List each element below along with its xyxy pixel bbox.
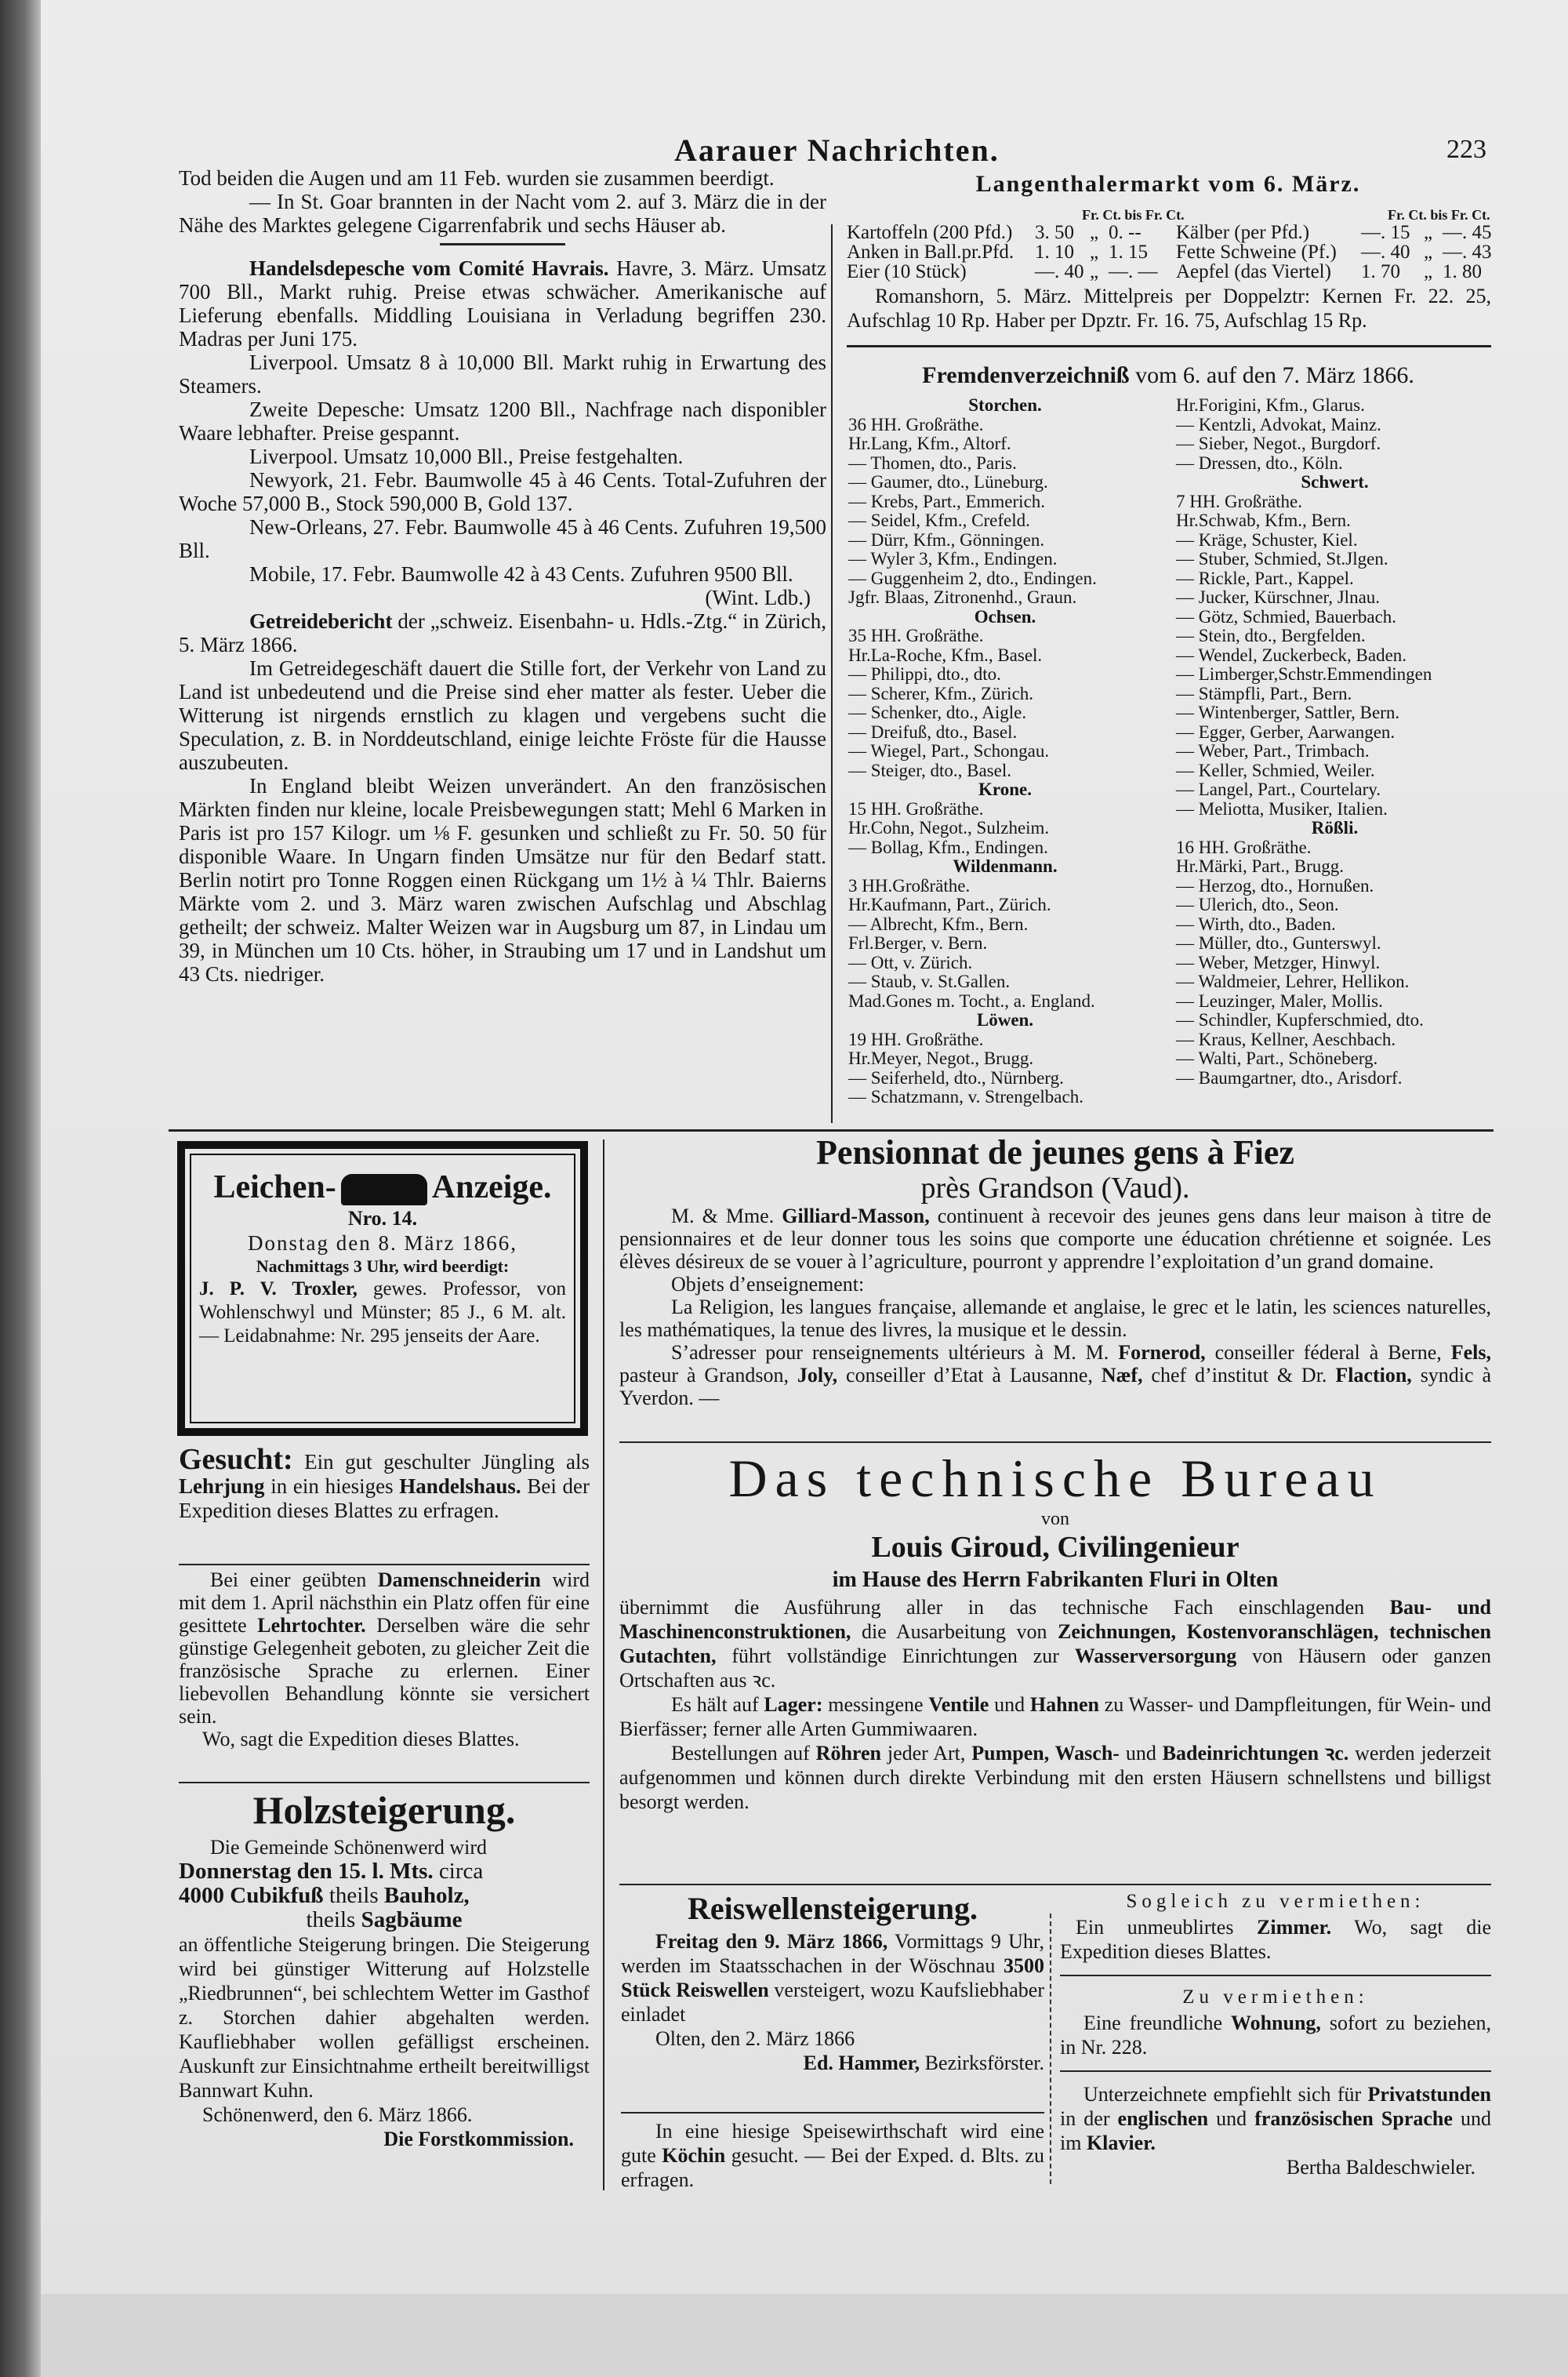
guest-entry: — Weber, Part., Trimbach.: [1176, 741, 1370, 761]
guest-entry: — Schatzmann, v. Strengelbach.: [848, 1087, 1083, 1107]
market-ditto: „: [1090, 242, 1099, 263]
guest-entry: — Steiger, dto., Basel.: [848, 760, 1011, 780]
guest-entry: — Egger, Gerber, Aarwangen.: [1176, 721, 1396, 742]
pensionnat-subjects: La Religion, les langues française, allemande et anglaise, le grec et le latin, les sciences naturelles, les mathématiques, la tenue des livres, la musique et le dessin.: [619, 1296, 1491, 1341]
bold-text: Hahnen: [1029, 1693, 1099, 1716]
report-newyork: Newyork, 21. Febr. Baumwolle 45 à 46 Cents. Total-Zufuhren der Woche 57,000 B., Stock 590,000 B, Gold 137.: [179, 468, 826, 515]
text: Ein unmeublirtes: [1076, 1916, 1258, 1939]
guest-entry: — Wyler 3, Kfm., Endingen.: [848, 549, 1058, 569]
getreidebericht-heading: [179, 609, 826, 656]
text: Es hält auf: [671, 1693, 764, 1716]
bold-text: Handelsdepesche vom Comité Havrais.: [249, 256, 609, 280]
bold-text: Röhren: [815, 1742, 881, 1765]
wood-auction-line: Die Gemeinde Schönenwerd wird: [210, 1836, 488, 1859]
guest-entry: — Dressen, dto., Köln.: [1176, 453, 1343, 473]
cook-wanted-ad: [621, 2119, 1044, 2192]
source-note: (Wint. Ldb.): [705, 586, 811, 609]
guest-entry: — Langel, Part., Courtelary.: [1176, 780, 1381, 799]
wanted-apprentice-ad: [179, 1443, 590, 1523]
getreide-paragraph: In England bleibt Weizen unverändert. An den französischen Märkten finden nur kleine, locale Preisbewegungen statt; Mehl 6 Marken in Paris ist pro 157 Kilogr. um ⅛ F. gesunken und schließt zu Fr. 50. 50 für disponible Waare. In Ungarn finden Umsätze nur für den Bedarf statt. Berlin notirt pro Tonne Roggen einen Rückgang um 1½ à ¼ Thlr. Baierns Märkte vom 2. und 3. März waren zwischen Aufschlag und Abschlag getheilt; der schweiz. Malter Weizen war in Augsburg um 87, in Lindau um 39, in München um 10 Cts. höher, in Straubing um 17 und in Landshut um 43 Cts. niedriger.: [179, 774, 826, 986]
text: theils: [306, 1907, 361, 1932]
dressmaker-contact: Wo, sagt die Expedition dieses Blattes.: [202, 1728, 520, 1750]
guest-entry: — Kraus, Kellner, Aeschbach.: [1176, 1029, 1396, 1049]
market-price-from: 3. 50: [1035, 222, 1074, 243]
bold-text: Joly,: [797, 1364, 838, 1387]
deceased-details: [199, 1278, 566, 1348]
pensionnat-subjects-label: Objets d’enseignement:: [671, 1273, 865, 1296]
bold-text: 4000 Cubikfuß: [179, 1883, 324, 1908]
market-item: Anken in Ball.pr.Pfd.: [847, 242, 1014, 263]
bold-text: Ventile: [928, 1693, 989, 1716]
text: und: [989, 1693, 1030, 1716]
guest-entry: — Ott, v. Zürich.: [848, 952, 973, 972]
news-column-left: [179, 166, 826, 986]
hotel-heading: Krone.: [978, 780, 1032, 799]
market-ditto: „: [1424, 242, 1433, 263]
report-mobile-text: Mobile, 17. Febr. Baumwolle 42 à 43 Cents. Zufuhren 9500 Bll.: [249, 562, 793, 586]
guest-entry: Hr.Meyer, Negot., Brugg.: [848, 1049, 1034, 1068]
guest-entry: — Kentzli, Advokat, Mainz.: [1176, 414, 1381, 434]
text: übernimmt die Ausführung aller in das technische Fach einschlagenden: [619, 1596, 1390, 1619]
guest-entry: — Jucker, Kürschner, Jlnau.: [1176, 587, 1381, 607]
market-row: [847, 242, 1497, 262]
guest-entry: — Stein, dto., Bergfelden.: [1176, 626, 1366, 645]
guest-entry: — Keller, Schmied, Weiler.: [1176, 760, 1375, 780]
hotel-heading: Rößli.: [1311, 818, 1359, 838]
bold-text: Getreidebericht: [249, 609, 393, 633]
market-ditto: „: [1424, 261, 1433, 282]
guest-entry: Jgfr. Blaas, Zitronenhd., Graun.: [848, 587, 1077, 607]
romanshorn-report: [847, 284, 1491, 333]
text: jeder Art,: [880, 1742, 972, 1765]
burial-time: Nachmittags 3 Uhr, wird beerdigt:: [256, 1256, 510, 1276]
market-row: [847, 262, 1497, 282]
market-table: [847, 205, 1497, 282]
bold-text: französischen Sprache: [1254, 2107, 1453, 2130]
text: Bestellungen auf: [671, 1742, 816, 1765]
guest-entry: — Limberger,Schstr.Emmendingen: [1176, 664, 1432, 684]
bold-text: Gesucht:: [179, 1443, 293, 1476]
text: conseiller féderal à Berne,: [1205, 1341, 1451, 1364]
divider: [1060, 2070, 1491, 2072]
funeral-title-left: Leichen-: [213, 1169, 336, 1205]
guest-entry: — Gaumer, dto., Lüneburg.: [848, 472, 1048, 492]
bold-text: Ed. Hammer,: [803, 2052, 920, 2074]
market-price-to: 1. 80: [1443, 261, 1482, 282]
brushwood-auction-date: Olten, den 2. März 1866: [655, 2027, 855, 2050]
guest-entry: — Stuber, Schmied, St.Jlgen.: [1176, 549, 1388, 569]
guest-entry: — Meliotta, Musiker, Italien.: [1176, 798, 1388, 819]
bold-text: Sagbäume: [361, 1907, 463, 1932]
market-col-header: Fr. Ct. bis Fr. Ct.: [1388, 207, 1490, 223]
market-price-from: 1. 10: [1035, 242, 1074, 263]
bureau-services: [619, 1595, 1491, 1692]
guest-entry: 3 HH.Großräthe.: [848, 875, 971, 896]
guest-entry: 15 HH. Großräthe.: [848, 798, 984, 819]
column-rule: [1050, 1914, 1051, 2184]
bold-text: Lager:: [764, 1693, 823, 1716]
news-paragraph: — In St. Goar brannten in der Nacht vom 2. auf 3. März die in der Nähe des Marktes gelegene Cigarrenfabrik und sechs Häuser ab.: [179, 190, 826, 237]
guest-entry: — Seidel, Kfm., Crefeld.: [848, 511, 1030, 530]
report-second-dispatch: Zweite Depesche: Umsatz 1200 Bll., Nachfrage nach disponibler Waare lebhafter. Preise gespannt.: [179, 398, 826, 445]
text: In eine hiesige Speisewirthschaft wird eine gute: [621, 2120, 1044, 2167]
guest-entry: — Wendel, Zuckerbeck, Baden.: [1176, 645, 1407, 665]
guest-entry: — Götz, Schmied, Bauerbach.: [1176, 606, 1397, 627]
divider: [619, 1884, 1491, 1885]
guest-entry: Hr.Schwab, Kfm., Bern.: [1176, 511, 1351, 530]
guest-entry: — Leuzinger, Maler, Mollis.: [1176, 990, 1383, 1011]
column-rule: [603, 1139, 604, 2190]
scan-edge: [0, 0, 41, 2377]
text: die Ausarbeitung von: [851, 1620, 1058, 1643]
bureau-von: von: [1041, 1509, 1069, 1529]
notice-number: Nro. 14.: [347, 1207, 418, 1230]
bold-text: J. P. V. Troxler,: [199, 1278, 358, 1299]
text: zu Wasser- und Dampfleitungen, für Wein- und Bierfässer; ferner alle Arten Gummiwaaren.: [619, 1693, 1492, 1740]
bold-text: Lehrjung: [179, 1474, 265, 1498]
guest-entry: — Wintenberger, Sattler, Bern.: [1176, 703, 1400, 722]
guest-entry: — Thomen, dto., Paris.: [848, 453, 1017, 473]
wood-auction-signature: Die Forstkommission.: [383, 2128, 574, 2150]
text: von Häusern oder ganzen Ortschaften aus ꝛc.: [619, 1645, 1492, 1692]
market-price-to: —. 43: [1443, 242, 1492, 263]
market-item: Kälber (per Pfd.): [1176, 222, 1310, 243]
source-note-line: [179, 586, 826, 609]
hotel-heading: Schwert.: [1301, 472, 1369, 492]
guest-entry: — Scherer, Kfm., Zürich.: [848, 683, 1034, 703]
room-rent-text: [1060, 1915, 1491, 1964]
text: M. & Mme.: [671, 1205, 782, 1227]
text: Vormittags 9 Uhr, werden im Staatsschachen in der Wöschnau: [621, 1930, 1044, 1977]
text: und: [1119, 1742, 1163, 1765]
guest-entry: Mad.Gones m. Tocht., a. England.: [848, 990, 1095, 1011]
hotel-heading: Storchen.: [968, 395, 1042, 415]
pensionnat-subtitle: près Grandson (Vaud).: [920, 1172, 1190, 1205]
market-price-from: 1. 70: [1361, 261, 1400, 282]
guest-entry: Hr.Kaufmann, Part., Zürich.: [848, 895, 1051, 914]
dressmaker-ad: [179, 1568, 590, 1750]
hotel-heading: Löwen.: [976, 1010, 1034, 1030]
divider: [1060, 1975, 1491, 1976]
text: gesucht. — Bei der Exped. d. Blts. zu erfragen.: [621, 2144, 1044, 2191]
pensionnat-intro: [619, 1205, 1491, 1273]
wood-auction-date: [179, 1859, 590, 1884]
bold-text: Bauholz,: [383, 1883, 470, 1908]
guest-entry: — Dürr, Kfm., Gönningen.: [848, 529, 1045, 550]
coffin-icon: [341, 1174, 427, 1205]
guest-entry: — Herzog, dto., Hornußen.: [1176, 875, 1374, 896]
report-new-orleans: New-Orleans, 27. Febr. Baumwolle 45 à 46 Cents. Zufuhren 19,500 Bll.: [179, 515, 826, 562]
bureau-title: Das technische Bureau: [728, 1448, 1382, 1508]
bold-text: Næf,: [1101, 1364, 1143, 1387]
text: Eine freundliche: [1083, 2012, 1232, 2034]
bold-text: Badeinrichtungen ꝛc.: [1162, 1742, 1349, 1765]
text: in der: [1060, 2107, 1118, 2130]
bold-text: Pumpen, Wasch-: [971, 1742, 1120, 1765]
market-item: Aepfel (das Viertel): [1176, 261, 1331, 282]
guest-entry: Hr.La-Roche, Kfm., Basel.: [848, 645, 1043, 665]
bold-text: Zeichnungen, Kostenvoranschlägen, technischen Gutachten,: [619, 1620, 1491, 1667]
bold-text: Zimmer.: [1257, 1916, 1332, 1939]
wood-auction-title: Holzsteigerung.: [252, 1788, 516, 1832]
text: der „schweiz. Eisenbahn- u. Hdls.-Ztg.“ in Zürich, 5. März 1866.: [179, 609, 826, 656]
wood-auction-place-date: Schönenwerd, den 6. März 1866.: [202, 2103, 473, 2126]
text: vom 6. auf den 7. März 1866.: [1129, 362, 1414, 388]
guest-entry: — Walti, Part., Schöneberg.: [1176, 1049, 1378, 1068]
text: circa: [433, 1859, 484, 1884]
romanshorn-text: Romanshorn, 5. März. Mittelpreis per Doppelztr: Kernen Fr. 22. 25, Aufschlag 10 Rp. Haber per Dpztr. Fr. 16. 75, Aufschlag 15 Rp.: [847, 285, 1491, 332]
text: syndic à Yverdon. —: [619, 1364, 1491, 1409]
guest-entry: 35 HH. Großräthe.: [848, 626, 984, 645]
text: continuent à recevoir des jeunes gens dans leur maison à titre de pensionnaires et de leur donner tous les soins que comporte une éducation chrétienne et soignée. Les élèves désireux de se vouer à l’agriculture, pourront y apprendre l’exploitation d’un grand domaine.: [619, 1205, 1491, 1273]
market-item: Kartoffeln (200 Pfd.): [847, 222, 1013, 243]
divider: [179, 1782, 590, 1783]
funeral-notice: [177, 1141, 588, 1436]
dressmaker-text: [179, 1568, 590, 1728]
market-row: [847, 223, 1497, 242]
getreide-paragraph: Im Getreidegeschäft dauert die Stille fort, der Verkehr von Land zu Land ist unbedeutend und die Preise sind eher matter als fester. Ueber die Witterung ist nirgends ernstlich zu klagen und vergebens sucht die Speculation, z. B. in Norddeutschland, einige leichte Fröste für die Hausse auszubeuten.: [179, 656, 826, 774]
bold-text: Wasserversorgung: [1074, 1645, 1237, 1667]
bold-text: Wohnung,: [1231, 2012, 1321, 2034]
private-lessons-signature: Bertha Baldeschwieler.: [1286, 2156, 1475, 2179]
bold-text: Damenschneiderin: [377, 1568, 541, 1591]
guest-entry: — Seiferheld, dto., Nürnberg.: [848, 1067, 1064, 1088]
brushwood-auction-body: [621, 1929, 1044, 2026]
wood-auction-type: [179, 1908, 590, 1932]
hotel-heading: Wildenmann.: [953, 856, 1058, 876]
market-ditto: „: [1090, 222, 1099, 243]
wood-auction-ad: [179, 1785, 590, 2151]
brushwood-auction-signature: [621, 2051, 1044, 2075]
market-price-to: 0. --: [1109, 222, 1142, 243]
guest-entry: — Staub, v. St.Gallen.: [848, 972, 1011, 991]
market-price-to: —. —: [1109, 261, 1158, 282]
guest-entry: — Kräge, Schuster, Kiel.: [1176, 529, 1358, 550]
report-liverpool-2: Liverpool. Umsatz 10,000 Bll., Preise festgehalten.: [249, 445, 684, 468]
guest-entry: Frl.Berger, v. Bern.: [848, 933, 988, 953]
report-liverpool: Liverpool. Umsatz 8 à 10,000 Bll. Markt ruhig in Erwartung des Steamers.: [179, 351, 826, 398]
text: Ein gut geschulter Jüngling als: [292, 1450, 590, 1474]
wood-auction-quantity: [179, 1884, 590, 1908]
guest-entry: — Wirth, dto., Baden.: [1176, 914, 1336, 934]
bold-text: englischen: [1117, 2107, 1209, 2130]
guest-entry: — Schindler, Kupferschmied, dto.: [1176, 1010, 1424, 1030]
guest-entry: — Wiegel, Part., Schongau.: [848, 741, 1050, 761]
bold-text: Fremdenverzeichniß: [922, 362, 1130, 388]
market-ditto: „: [1090, 261, 1099, 282]
report-mobile: [179, 562, 826, 586]
guest-entry: — Ulerich, dto., Seon.: [1176, 895, 1339, 914]
bold-text: Fornerod,: [1118, 1341, 1206, 1364]
pensionnat-references: [619, 1341, 1491, 1409]
guest-entry: — Müller, dto., Gunterswyl.: [1176, 933, 1381, 953]
room-rent-heading: Sogleich zu vermiethen:: [1126, 1891, 1425, 1912]
guest-entry: — Waldmeier, Lehrer, Hellikon.: [1176, 972, 1410, 991]
funeral-notice-title: [199, 1168, 566, 1207]
market-price-to: —. 45: [1443, 222, 1492, 243]
guest-entry: — Weber, Metzger, Hinwyl.: [1176, 952, 1381, 972]
pensionnat-title: Pensionnat de jeunes gens à Fiez: [816, 1133, 1294, 1172]
text: S’adresser pour renseignements ultérieurs à M. M.: [671, 1341, 1119, 1364]
text: führt vollständige Einrichtungen zur: [716, 1645, 1075, 1667]
market-item: Eier (10 Stück): [847, 261, 967, 282]
market-title: Langenthalermarkt vom 6. März.: [975, 171, 1361, 197]
text: Bei der Expedition dieses Blattes zu erfragen.: [179, 1474, 590, 1522]
market-price-from: —. 40: [1361, 242, 1410, 263]
bold-text: Fels,: [1450, 1341, 1491, 1364]
text: Unterzeichnete empfiehlt sich für: [1083, 2083, 1368, 2106]
handelsdepesche: [179, 256, 826, 351]
funeral-title-right: Anzeige.: [431, 1169, 552, 1205]
guest-entry: 7 HH. Großräthe.: [1176, 491, 1302, 511]
bold-text: Donnerstag den 15. l. Mts.: [179, 1859, 434, 1884]
text: theils: [323, 1883, 384, 1908]
apartment-rent-heading: Zu vermiethen:: [1182, 1986, 1369, 2008]
technical-bureau-ad: [619, 1448, 1491, 1814]
text: messingene: [822, 1693, 929, 1716]
column-rule: [831, 224, 833, 1123]
text: versteigert, wozu Kaufsliebhaber einladet: [621, 1979, 1044, 2026]
guest-entry: 36 HH. Großräthe.: [848, 414, 984, 434]
news-paragraph: Tod beiden die Augen und am 11 Feb. wurden sie zusammen beerdigt.: [179, 166, 775, 190]
divider: [847, 345, 1491, 347]
text: Wo, sagt die Expedition dieses Blattes.: [1060, 1916, 1491, 1963]
wood-auction-body: an öffentliche Steigerung bringen. Die Steigerung wird bei günstiger Witterung auf Holzstelle „Riedbrunnen“, bei schlechtem Wetter im Gasthof z. Storchen dahier abgehalten werden. Kaufliebhaber wollen gefälligst erscheinen. Auskunft zur Einsichtnahme ertheilt bereitwilligst Bannwart Kuhn.: [179, 1933, 590, 2102]
bold-text: 3500 Stück Reiswellen: [621, 1954, 1044, 2001]
guest-entry: — Sieber, Negot., Burgdorf.: [1176, 434, 1381, 453]
bureau-stock: [619, 1692, 1491, 1741]
guest-entry: — Dreifuß, dto., Basel.: [848, 721, 1018, 742]
bureau-address: im Hause des Herrn Fabrikanten Fluri in Olten: [832, 1568, 1279, 1592]
guest-entry: — Rickle, Part., Kappel.: [1176, 568, 1354, 588]
brushwood-auction-ad: [621, 1888, 1044, 2075]
room-rent-ad: [1060, 1888, 1491, 1964]
text: und im: [1060, 2107, 1491, 2154]
apartment-rent-ad: [1060, 1984, 1491, 2059]
market-price-from: —. 40: [1035, 261, 1084, 282]
section-rule: [169, 1129, 1494, 1132]
burial-date: Donstag den 8. März 1866,: [248, 1231, 517, 1255]
bold-text: Freitag den 9. März 1866,: [655, 1930, 888, 1953]
bold-text: Klavier.: [1086, 2132, 1156, 2154]
bold-text: Gilliard-Masson,: [782, 1205, 930, 1227]
text: wird mit dem 1. April nächsthin ein Platz offen für eine gesittete: [179, 1568, 590, 1637]
text: und: [1208, 2107, 1255, 2130]
text: sofort zu beziehen, in Nr. 228.: [1060, 2012, 1492, 2059]
guest-entry: 16 HH. Großräthe.: [1176, 837, 1312, 857]
bold-text: Köchin: [662, 2144, 726, 2167]
hotel-heading: Ochsen.: [974, 606, 1036, 627]
market-item: Fette Schweine (Pf.): [1176, 242, 1337, 263]
guest-entry: Hr.Lang, Kfm., Altorf.: [848, 434, 1011, 453]
text: werden jederzeit aufgenommen und können durch direkte Verbindung mit den ersten Häusern schnellstens und billigst besorgt werden.: [619, 1742, 1491, 1813]
guest-entry: — Baumgartner, dto., Arisdorf.: [1176, 1067, 1403, 1088]
guest-entry: 19 HH. Großräthe.: [848, 1029, 984, 1049]
text: gewes. Professor, von Wohlenschwyl und Münster; 85 J., 6 M. alt. — Leidabnahme: Nr. 295 jenseits der Aare.: [199, 1278, 566, 1347]
guest-entry: Hr.Märki, Part., Brugg.: [1176, 856, 1345, 876]
guest-entry: Hr.Cohn, Negot., Sulzheim.: [848, 818, 1050, 838]
bold-text: Flaction,: [1335, 1364, 1412, 1387]
text: in ein hiesiges: [264, 1474, 400, 1498]
divider: [440, 243, 565, 245]
guest-entry: — Bollag, Kfm., Endingen.: [848, 837, 1048, 857]
divider: [621, 2112, 1044, 2113]
bold-text: Handelshaus.: [399, 1474, 521, 1498]
private-lessons-text: [1060, 2082, 1491, 2155]
bureau-engineer: Louis Giroud, Civilingenieur: [871, 1531, 1240, 1564]
cook-wanted-text: [621, 2119, 1044, 2192]
guest-list-right: [1176, 396, 1494, 1088]
market-col-header: Fr. Ct. bis Fr. Ct.: [1082, 207, 1185, 223]
private-lessons-ad: [1060, 2082, 1491, 2179]
guest-entry: — Schenker, dto., Aigle.: [848, 703, 1027, 722]
page-number: 223: [1446, 135, 1486, 164]
text: Havre, 3. März. Umsatz 700 Bll., Markt ruhig. Preise etwas schwächer. Amerikanische auf Lieferung ebenfalls. Middling Louisiana in Verladung begriffen 230. Madras per Juni 175.: [179, 256, 826, 351]
bold-text: Lehrtochter.: [257, 1614, 366, 1637]
bold-text: Bau- und Maschinenconstruktionen,: [619, 1596, 1492, 1643]
bold-text: Privatstunden: [1367, 2083, 1491, 2106]
market-price-from: —. 15: [1361, 222, 1410, 243]
guest-entry: — Guggenheim 2, dto., Endingen.: [848, 568, 1097, 588]
divider: [619, 1441, 1491, 1443]
market-price-to: 1. 15: [1109, 242, 1148, 263]
guest-entry: Hr.Forigini, Kfm., Glarus.: [1176, 395, 1365, 415]
text: pasteur à Grandson,: [619, 1364, 797, 1387]
text: Bezirksförster.: [920, 2052, 1044, 2074]
text: chef d’institut & Dr.: [1142, 1364, 1336, 1387]
guest-entry: — Philippi, dto., dto.: [848, 664, 1001, 684]
page-bottom-margin: [41, 2294, 1568, 2377]
newspaper-title: Aarauer Nachrichten.: [674, 133, 1000, 168]
pensionnat-ad: [619, 1134, 1491, 1409]
fremden-title: [843, 362, 1494, 389]
divider: [179, 1564, 590, 1565]
text: conseiller d’Etat à Lausanne,: [837, 1364, 1102, 1387]
market-ditto: „: [1424, 222, 1433, 243]
bureau-orders: [619, 1741, 1491, 1814]
guest-entry: — Krebs, Part., Emmerich.: [848, 491, 1046, 511]
guest-list-left: [848, 396, 1162, 1107]
guest-entry: — Albrecht, Kfm., Bern.: [848, 914, 1029, 934]
text: Bei einer geübten: [210, 1568, 378, 1591]
brushwood-auction-title: Reiswellensteigerung.: [688, 1891, 978, 1926]
apartment-rent-text: [1060, 2011, 1491, 2059]
guest-entry: — Stämpfli, Part., Bern.: [1176, 683, 1352, 703]
text: Derselben wäre die sehr günstige Gelegenheit geboten, zu gleicher Zeit die französische Sprache zu erlernen. Einer liebevollen Behandlung könnte sie versichert sein.: [179, 1614, 590, 1728]
